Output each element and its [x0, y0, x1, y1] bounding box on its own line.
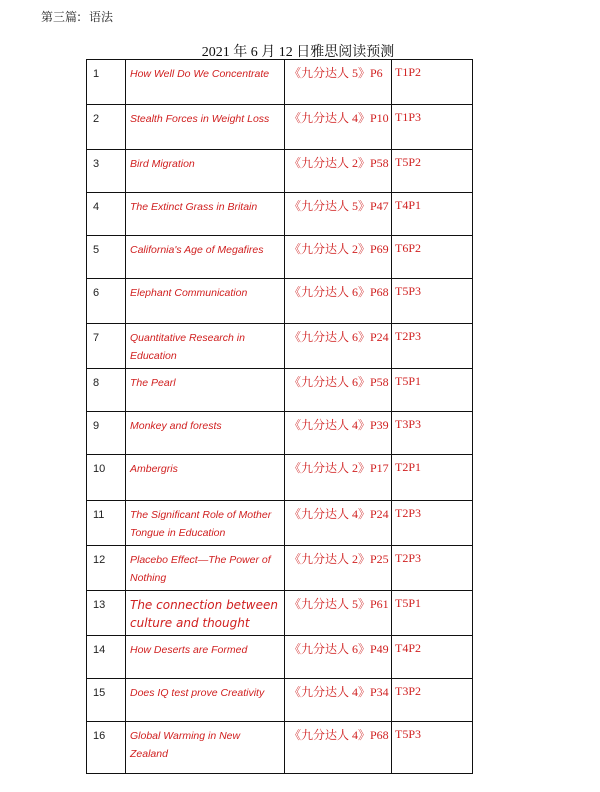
article-title: The Pearl — [126, 369, 285, 412]
table-row — [87, 105, 473, 150]
article-title: Ambergris — [126, 455, 285, 501]
source-book: 《九分达人 6》P68 — [285, 279, 392, 324]
row-number: 12 — [87, 546, 126, 591]
source-book: 《九分达人 6》P24 — [285, 324, 392, 369]
article-title: How Deserts are Formed — [126, 636, 285, 679]
row-number: 7 — [87, 324, 126, 369]
table-row — [87, 636, 473, 679]
row-number: 4 — [87, 193, 126, 236]
row-number: 16 — [87, 722, 126, 774]
row-number: 2 — [87, 105, 126, 150]
test-passage-code: T6P2 — [392, 236, 473, 279]
test-passage-code: T1P3 — [392, 105, 473, 150]
source-book: 《九分达人 2》P25 — [285, 546, 392, 591]
source-book: 《九分达人 2》P58 — [285, 150, 392, 193]
source-book: 《九分达人 6》P58 — [285, 369, 392, 412]
test-passage-code: T1P2 — [392, 60, 473, 105]
table-row — [87, 412, 473, 455]
article-title: The Significant Role of Mother Tongue in Education — [126, 501, 285, 546]
source-book: 《九分达人 4》P10 — [285, 105, 392, 150]
article-title: Monkey and forests — [126, 412, 285, 455]
row-number: 11 — [87, 501, 126, 546]
row-number: 5 — [87, 236, 126, 279]
table-row — [87, 279, 473, 324]
article-title: The connection between culture and thought — [126, 591, 285, 636]
article-title: Does IQ test prove Creativity — [126, 679, 285, 722]
test-passage-code: T4P2 — [392, 636, 473, 679]
article-title: Bird Migration — [126, 150, 285, 193]
row-number: 8 — [87, 369, 126, 412]
row-number: 13 — [87, 591, 126, 636]
row-number: 1 — [87, 60, 126, 105]
table-row — [87, 546, 473, 591]
test-passage-code: T5P3 — [392, 279, 473, 324]
section-heading — [41, 8, 113, 25]
table-row — [87, 722, 473, 774]
row-number: 10 — [87, 455, 126, 501]
table-row — [87, 324, 473, 369]
test-passage-code: T3P2 — [392, 679, 473, 722]
source-book: 《九分达人 4》P39 — [285, 412, 392, 455]
article-title: Placebo Effect—The Power of Nothing — [126, 546, 285, 591]
test-passage-code: T5P3 — [392, 722, 473, 774]
source-book: 《九分达人 2》P69 — [285, 236, 392, 279]
table-row — [87, 369, 473, 412]
article-title: Global Warming in New Zealand — [126, 722, 285, 774]
article-title: How Well Do We Concentrate — [126, 60, 285, 105]
source-book: 《九分达人 2》P17 — [285, 455, 392, 501]
test-passage-code: T2P1 — [392, 455, 473, 501]
test-passage-code: T5P2 — [392, 150, 473, 193]
row-number: 15 — [87, 679, 126, 722]
prediction-table — [86, 59, 473, 774]
source-book: 《九分达人 4》P24 — [285, 501, 392, 546]
article-title: Stealth Forces in Weight Loss — [126, 105, 285, 150]
table-row — [87, 193, 473, 236]
article-title: Elephant Communication — [126, 279, 285, 324]
table-row — [87, 501, 473, 546]
test-passage-code: T5P1 — [392, 591, 473, 636]
row-number: 3 — [87, 150, 126, 193]
section-label: 第三篇: — [41, 10, 82, 24]
table-row — [87, 591, 473, 636]
test-passage-code: T2P3 — [392, 546, 473, 591]
article-title: The Extinct Grass in Britain — [126, 193, 285, 236]
test-passage-code: T4P1 — [392, 193, 473, 236]
source-book: 《九分达人 5》P61 — [285, 591, 392, 636]
table-row — [87, 236, 473, 279]
source-book: 《九分达人 4》P68 — [285, 722, 392, 774]
article-title: California's Age of Megafires — [126, 236, 285, 279]
test-passage-code: T2P3 — [392, 324, 473, 369]
article-title: Quantitative Research in Education — [126, 324, 285, 369]
source-book: 《九分达人 6》P49 — [285, 636, 392, 679]
table-row — [87, 679, 473, 722]
test-passage-code: T5P1 — [392, 369, 473, 412]
row-number: 14 — [87, 636, 126, 679]
row-number: 9 — [87, 412, 126, 455]
test-passage-code: T3P3 — [392, 412, 473, 455]
source-book: 《九分达人 4》P34 — [285, 679, 392, 722]
table-row — [87, 60, 473, 105]
row-number: 6 — [87, 279, 126, 324]
table-row — [87, 150, 473, 193]
test-passage-code: T2P3 — [392, 501, 473, 546]
table-row — [87, 455, 473, 501]
section-value: 语法 — [89, 10, 114, 24]
source-book: 《九分达人 5》P47 — [285, 193, 392, 236]
document-title: 2021 年 6 月 12 日雅思阅读预测 — [201, 45, 395, 60]
source-book: 《九分达人 5》P6 — [285, 60, 392, 105]
